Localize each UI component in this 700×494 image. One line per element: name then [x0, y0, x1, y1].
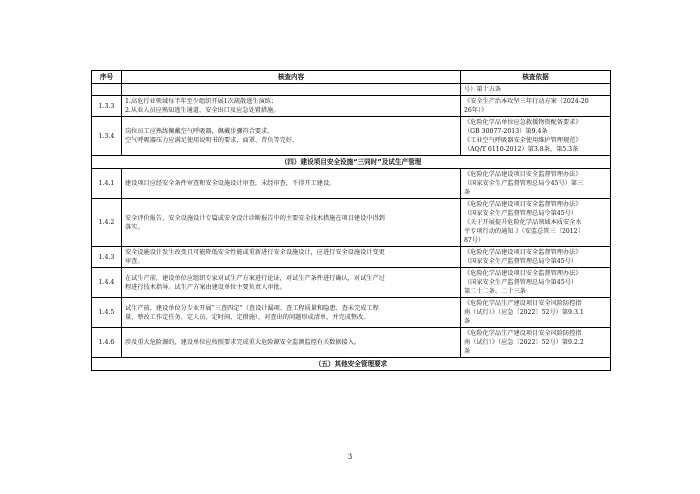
- table-row: [92, 84, 611, 96]
- table-row: [92, 96, 611, 117]
- content-line: 建设项目应经安全条件审查和安全设施设计审查，未经审查，不得开工建设。: [125, 180, 336, 187]
- content-line: 岗位员工应熟练佩戴空气呼吸器，佩戴步骤符合要求。: [125, 128, 274, 135]
- table-row: [92, 328, 611, 358]
- basis-line: （国家安全生产监督管理总局令45号）第三: [464, 180, 584, 187]
- basis-line: （国家安全生产监督管理总局令第45号）: [464, 258, 578, 265]
- row-number: 1.4.1: [92, 169, 122, 199]
- row-number: 1.3.3: [92, 96, 122, 117]
- basis-line: 《危险化学品建设项目安全监督管理办法》: [464, 270, 582, 277]
- row-number: 1.3.4: [92, 117, 122, 156]
- basis-line: 《关于开展提升危险化学品领域本质安全水: [464, 219, 582, 226]
- section-row: [92, 156, 611, 169]
- row-content: [122, 96, 461, 117]
- basis-line: 《工业空气呼吸器安全使用维护管理规范》: [464, 137, 582, 144]
- basis-line: 条: [464, 318, 471, 325]
- basis-line: 《危险化学品生产建设项目安全风险防控指: [464, 330, 582, 337]
- row-content: [122, 169, 461, 199]
- content-line: 试生产前，建设单位分专业开展“三查四定”（查设计漏项、查工程质量和隐患、查未完成工程: [125, 304, 379, 312]
- page-number: 3: [347, 453, 353, 461]
- check-table: [91, 70, 611, 371]
- basis-line: 26年）》: [464, 107, 488, 114]
- basis-line: 条: [464, 348, 471, 355]
- content-line: 在试生产前，建设单位应组织专家对试生产方案进行论证，对试生产条件进行确认，对试生产过: [125, 274, 385, 282]
- row-basis: [461, 268, 611, 298]
- basis-line: 《危险化学品生产建设项目安全风险防控指: [464, 300, 582, 307]
- row-basis: [461, 169, 611, 199]
- basis-line: 87号）: [464, 237, 485, 244]
- basis-line: 第二十二条、二十三条: [464, 288, 526, 295]
- section-row: [92, 358, 611, 371]
- row-basis: [461, 328, 611, 358]
- rows-a: [92, 96, 611, 156]
- content-line: 程进行技术指导。试生产方案由建设单位主要负责人审批。: [125, 283, 286, 291]
- row-content: [122, 117, 461, 156]
- basis-line: 南（试行）》（应急〔2022〕52号）第9.3.1: [464, 309, 584, 316]
- table-header-row: [92, 71, 611, 84]
- row-number: 1.4.5: [92, 298, 122, 328]
- rows-b: [92, 169, 611, 358]
- basis-line: 《危险化学品建设项目安全监督管理办法》: [464, 201, 582, 208]
- content-line: 安全设施设计发生改变且可能降低安全性能或重新进行安全设施设计，应进行安全设施设计变更: [125, 249, 385, 256]
- row-content: [122, 84, 461, 96]
- row-number: [92, 84, 122, 96]
- content-line: 安全评价报告、安全设施设计专篇或安全设计诊断报告中的主要安全技术措施在项目建设中得到: [125, 214, 385, 222]
- table-row: [92, 298, 611, 328]
- row-basis: [461, 247, 611, 268]
- row-content: [122, 199, 461, 247]
- row-basis: [461, 117, 611, 156]
- row-content: [122, 298, 461, 328]
- header-no: 序号: [92, 71, 122, 84]
- row-content: [122, 328, 461, 358]
- table-row: [92, 199, 611, 247]
- row-content: [122, 247, 461, 268]
- content-line: 1.高危行业领域每半年至少组织开展1次疏散逃生演练；: [125, 98, 278, 105]
- table-row: [92, 268, 611, 298]
- basis-line: （国家安全生产监督管理总局令第45号）: [464, 279, 578, 286]
- content-line: 空气呼吸器压力应满足使用说明书的要求，面罩、背负等完好。: [125, 137, 299, 144]
- basis-line: （GB 30077-2013）第9.4条: [464, 128, 548, 135]
- header-content: 核查内容: [122, 71, 461, 84]
- content-line: 涉及重大危险源的，建设单位应按照要求完成重大危险源安全监测监控有关数据接入。: [125, 339, 361, 346]
- basis-line: 《危险化学品建设项目安全监督管理办法》: [464, 171, 582, 178]
- row-basis: [461, 199, 611, 247]
- basis-line: 《危险化学品单位应急救援物资配备要求》: [464, 119, 582, 126]
- basis-line: 条: [464, 189, 471, 196]
- header-basis: 核查依据: [461, 71, 611, 84]
- content-line: 量，整改工作定任务、定人员、定时间、定措施），对查出的问题形成清单，并完成整改。: [125, 313, 370, 321]
- table-row: [92, 169, 611, 199]
- basis-line: 《安全生产治本攻坚三年行动方案（2024-20: [464, 98, 589, 105]
- row-basis: [461, 96, 611, 117]
- table-row: [92, 117, 611, 156]
- row-content: [122, 268, 461, 298]
- content-line: 审查。: [125, 258, 144, 265]
- content-line: 2.从业人员应熟知逃生通道、安全出口及应急处置措施。: [125, 107, 280, 114]
- row-number: 1.4.2: [92, 199, 122, 247]
- table-row: [92, 247, 611, 268]
- section-title: （五）其他安全管理要求: [92, 358, 611, 371]
- basis-line: 南（试行）》（应急〔2022〕52号）第9.2.2: [464, 339, 584, 346]
- row-number: 1.4.3: [92, 247, 122, 268]
- row-number: 1.4.4: [92, 268, 122, 298]
- basis-line: 《危险化学品建设项目安全监督管理办法》: [464, 249, 582, 256]
- basis-line: 平专项行动的通知 》（安监总管三〔2012〕: [464, 228, 584, 235]
- basis-line: （国家安全生产监督管理总局令第45号）: [464, 210, 578, 217]
- row-basis: [461, 298, 611, 328]
- row-number: 1.4.6: [92, 328, 122, 358]
- section-title: （四）建设项目安全设施“三同时”及试生产管理: [92, 156, 611, 169]
- content-line: 落实。: [125, 223, 144, 231]
- row-basis: 号）第十五条: [461, 84, 611, 96]
- basis-line: （AQ/T 6110-2012）第3.8条、第5.3条: [464, 146, 579, 153]
